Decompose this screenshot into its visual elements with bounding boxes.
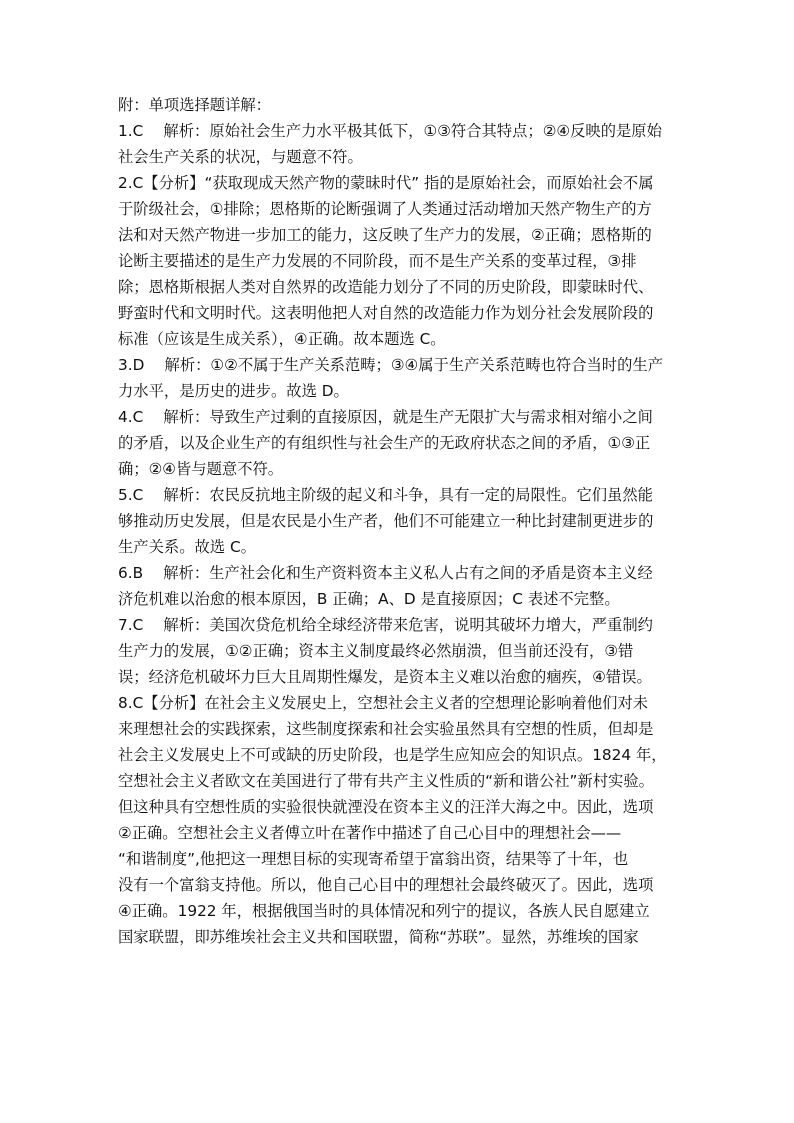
answer-line: 国家联盟，即苏维埃社会主义共和国联盟，简称“苏联”。显然，苏维埃的国家 [118, 928, 639, 946]
answer-line: 法和对天然产物进一步加工的能力，这反映了生产力的发展，②正确；恩格斯的 [118, 226, 652, 244]
answer-2 [118, 170, 688, 352]
answer-line: 生产力的发展，①②正确；资本主义制度最终必然崩溃，但当前还没有，③错 [118, 642, 634, 660]
answer-line: 来理想社会的实践探索，这些制度探索和社会实验虽然具有空想的性质，但却是 [118, 720, 654, 738]
answer-line: ④正确。1922 年，根据俄国当时的具体情况和列宁的提议，各族人民自愿建立 [118, 902, 650, 920]
answer-line: “和谐制度”,他把这一理想目标的实现寄希望于富翁出资，结果等了十年，也 [118, 850, 629, 868]
answer-line: 野蛮时代和文明时代。这表明他把人对自然的改造能力作为划分社会发展阶段的 [118, 304, 654, 322]
answer-line: 误；经济危机破坏力巨大且周期性爆发，是资本主义难以治愈的痼疾，④错误。 [118, 668, 652, 686]
answer-line: 但这种具有空想性质的实验很快就湮没在资本主义的汪洋大海之中。因此，选项 [118, 798, 654, 816]
answer-line: 8.C【分析】在社会主义发展史上，空想社会主义者的空想理论影响着他们对未 [118, 694, 649, 712]
answer-line: 论断主要描述的是生产力发展的不同阶段，而不是生产关系的变革过程，③排 [118, 252, 637, 270]
answer-line: 3.D 解析：①②不属于生产关系范畴；③④属于生产关系范畴也符合当时的生产 [118, 356, 663, 374]
answer-1 [118, 118, 688, 170]
answer-line: 7.C 解析：美国次贷危机给全球经济带来危害，说明其破坏力增大，严重制约 [118, 616, 653, 634]
answer-line: 标准（应该是生成关系），④正确。故本题选 C。 [118, 330, 446, 348]
answer-line: 够推动历史发展，但是农民是小生产者，他们不可能建立一种比封建制更进步的 [118, 512, 654, 530]
answer-line: 社会主义发展史上不可或缺的历史阶段，也是学生应知应会的知识点。1824 年， [118, 746, 667, 764]
answer-line: 1.C 解析：原始社会生产力水平极其低下，①③符合其特点；②④反映的是原始 [118, 122, 662, 140]
answer-line: 2.C【分析】“获取现成天然产物的蒙昧时代” 指的是原始社会，而原始社会不属 [118, 174, 654, 192]
answer-line: 济危机难以治愈的根本原因，B 正确；A、D 是直接原因；C 表述不完整。 [118, 590, 620, 608]
answer-3 [118, 352, 688, 404]
answer-line: 社会生产关系的状况，与题意不符。 [118, 148, 363, 166]
answer-line: 空想社会主义者欧文在美国进行了带有共产主义性质的“新和谐公社”新村实验。 [118, 772, 654, 790]
answer-line: 除；恩格斯根据人类对自然界的改造能力划分了不同的历史阶段，即蒙昧时代、 [118, 278, 654, 296]
answer-line: 没有一个富翁支持他。所以，他自己心目中的理想社会最终破灭了。因此，选项 [118, 876, 654, 894]
answer-line: 4.C 解析：导致生产过剩的直接原因，就是生产无限扩大与需求相对缩小之间 [118, 408, 653, 426]
answer-6 [118, 560, 688, 612]
document-page [118, 92, 688, 950]
answer-line: 生产关系。故选 C。 [118, 538, 256, 556]
answer-5 [118, 482, 688, 560]
answer-7 [118, 612, 688, 690]
answer-line: 的矛盾，以及企业生产的有组织性与社会生产的无政府状态之间的矛盾，①③正 [118, 434, 651, 452]
answer-8 [118, 690, 688, 950]
answer-line: 6.B 解析：生产社会化和生产资料资本主义私人占有之间的矛盾是资本主义经 [118, 564, 653, 582]
answer-line: 5.C 解析：农民反抗地主阶级的起义和斗争，具有一定的局限性。它们虽然能 [118, 486, 653, 504]
answer-4 [118, 404, 688, 482]
section-heading: 附：单项选择题详解： [118, 96, 271, 114]
answer-line: 于阶级社会，①排除；恩格斯的论断强调了人类通过活动增加天然产物生产的方 [118, 200, 652, 218]
answer-line: ②正确。空想社会主义者傅立叶在著作中描述了自己心目中的理想社会—— [118, 824, 622, 842]
answer-line: 确；②④皆与题意不符。 [118, 460, 284, 478]
answer-line: 力水平，是历史的进步。故选 D。 [118, 382, 349, 400]
